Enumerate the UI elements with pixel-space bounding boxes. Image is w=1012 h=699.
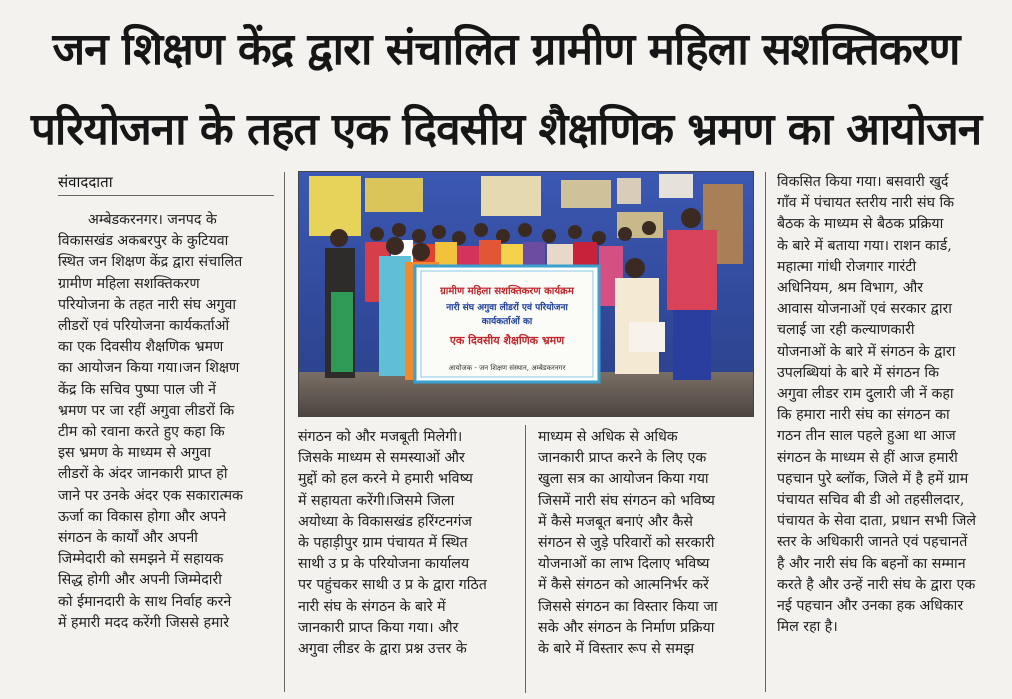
text-line: पहचान पुरे ब्लॉक, जिले में है हमें ग्राम — [777, 470, 969, 487]
text-line: में कैसे मजबूत बनाएं और कैसे — [538, 513, 694, 530]
text-line: ग्रामीण महिला सशक्तिकरण — [58, 275, 200, 292]
text-line: संगठन को और मजबूती मिलेगी। — [298, 429, 463, 445]
text-line: आवास योजनाओं एवं सरकार द्वारा — [777, 301, 952, 318]
text-line: गठन तीन साल पहले हुआ था आज — [777, 428, 956, 445]
text-line: लीडरों के अंदर जानकारी प्राप्त हो — [58, 466, 228, 483]
text-line: लीडरों एवं परियोजना कार्यकर्ताओं — [58, 318, 230, 335]
text-line: मिल रहा है। — [777, 619, 838, 636]
text-line: इस भ्रमण के माध्यम से अगुवा — [58, 445, 211, 462]
article-column-1 — [58, 210, 274, 634]
text-line: महात्मा गांधी रोजगार गारंटी — [777, 258, 917, 275]
text-line: के बारे में बताया गया। राशन कार्ड, — [777, 237, 952, 254]
text-line: अगुवा लीडर के द्वारा प्रश्न उत्तर के — [298, 641, 467, 658]
text-line: भ्रमण पर जा रहीं अगुवा लीडरों कि — [58, 402, 235, 419]
text-line: बैठक के माध्यम से बैठक प्रक्रिया — [777, 216, 944, 233]
text-line: को ईमानदारी के साथ निर्वाह करने — [58, 593, 232, 610]
text-line: स्थित जन शिक्षण केंद्र द्वारा संचालित — [58, 254, 243, 271]
text-line: माध्यम से अधिक से अधिक — [538, 429, 678, 445]
banner-line-1: ग्रामीण महिला सशक्तिकरण कार्यक्रम — [440, 286, 574, 297]
text-line: नारी संघ के संगठन के बारे में — [298, 598, 446, 615]
text-line: पर पहुंचकर साथी उ प्र के द्वारा गठित — [298, 577, 487, 594]
text-line: का एक दिवसीय शैक्षणिक भ्रमण — [58, 339, 224, 356]
text-line: केंद्र कि सचिव पुष्पा पाल जी नें — [58, 381, 217, 398]
text-line: जिससे संगठन का विस्तार किया जा — [538, 598, 718, 615]
text-line: विकासखंड अकबरपुर के कुटियवा — [58, 233, 229, 250]
text-line: विकसित किया गया। बसवारी खुर्द — [777, 174, 949, 190]
byline-rule — [58, 195, 274, 196]
text-line: अगुवा लीडर राम दुलारी जी नें कहा — [777, 386, 954, 403]
banner-footer: आयोजक - जन शिक्षण संस्थान, अम्बेडकरनगर — [448, 364, 566, 372]
text-line: अयोध्या के विकासखंड हरिंग्टनगंज — [298, 513, 472, 530]
text-line: पंचायत के सेवा दाता, प्रधान सभी जिले — [777, 513, 977, 530]
text-line: टीम को रवाना करते हुए कहा कि — [58, 424, 225, 441]
text-line: जिम्मेदारी को समझने में सहायक — [58, 551, 224, 568]
headline-line-1: जन शिक्षण केंद्र द्वारा संचालित ग्रामीण महिला सशक्तिकरण — [52, 24, 960, 75]
article-column-3 — [538, 427, 754, 660]
text-line: जानकारी प्राप्त करने के लिए एक — [538, 450, 707, 467]
text-line: जिसके माध्यम से समस्याओं और — [298, 450, 465, 467]
column-rule-2 — [525, 425, 526, 693]
text-line: में सहायता करेंगी।जिसमे जिला — [298, 492, 455, 509]
text-line: के बारे में विस्तार रूप से समझ — [538, 641, 695, 658]
text-line: योजनाओं के बारे में संगठन के द्वारा — [777, 343, 956, 360]
text-line: मुद्दों को हल करने मे हमारी भविष्य — [298, 471, 473, 488]
text-line: परियोजना के तहत नारी संघ अगुवा — [58, 296, 237, 313]
text-line: के पहाड़ीपुर ग्राम पंचायत में स्थित — [298, 535, 468, 552]
text-line: नई पहचान और उनका हक अधिकार — [777, 598, 964, 615]
text-line: ऊर्जा का विकास होगा और अपने — [58, 508, 227, 525]
text-line: अधिनियम, श्रम विभाग, और — [777, 280, 924, 297]
text-line: करते है और उन्हें नारी संघ के द्वारा एक — [777, 576, 976, 593]
text-line: में हमारी मदद करेंगी जिससे हमारे — [58, 614, 229, 631]
text-line: गाँव में पंचायत स्तरीय नारी संघ कि — [777, 195, 955, 212]
text-line: सिद्ध होगी और अपनी जिम्मेदारी — [58, 572, 222, 589]
text-line: संगठन से जुड़े परिवारों को सरकारी — [538, 535, 715, 552]
banner-line-3: कार्यकर्ताओं का — [481, 317, 533, 327]
text-line: संगठन के माध्यम से हीं आज हमारी — [777, 449, 958, 466]
column-rule-1 — [284, 172, 285, 692]
text-line: जिसमें नारी संघ संगठन को भविष्य — [538, 492, 715, 509]
text-line: जानकारी प्राप्त किया गया। और — [298, 619, 459, 636]
text-line: खुला सत्र का आयोजन किया गया — [538, 471, 709, 488]
text-line: योजनाओं का लाभ दिलाए भविष्य — [538, 556, 710, 573]
text-line: है और नारी संघ कि बहनों का सम्मान — [777, 555, 966, 572]
cropped-top-text — [0, 0, 1012, 12]
text-line: साथी उ प्र के परियोजना कार्यालय — [298, 556, 470, 573]
text-line: का आयोजन किया गया।जन शिक्षण — [58, 360, 240, 377]
text-line: में कैसे संगठन को आत्मनिर्भर करें — [538, 577, 709, 594]
headline-line-2: परियोजना के तहत एक दिवसीय शैक्षणिक भ्रमण का आयोजन — [30, 104, 982, 155]
text-line: सके और संगठन के निर्माण प्रक्रिया — [538, 619, 715, 636]
text-line: पंचायत सचिव बी डी ओ तहसीलदार, — [777, 492, 965, 509]
article-column-2 — [298, 427, 516, 660]
text-line: अम्बेडकरनगर। जनपद के — [88, 212, 217, 228]
text-line: उपलब्धियां के बारे में संगठन कि — [777, 364, 939, 381]
byline: संवाददाता — [58, 173, 113, 191]
text-line: संगठन के कार्यों और अपनी — [58, 530, 198, 547]
text-line: जाने पर उनके अंदर एक सकारात्मक — [58, 487, 243, 504]
text-line: कि हमारा नारी संघ का संगठन का — [777, 407, 950, 424]
event-photo — [298, 171, 754, 417]
column-rule-3 — [765, 172, 766, 692]
text-line: स्तर के अधिकारी जानते एवं पहचानतें — [777, 534, 968, 551]
text-line: चलाई जा रही कल्याणकारी — [777, 322, 915, 339]
banner-line-2: नारी संघ अगुवा लीडरों एवं परियोजना — [446, 303, 568, 313]
banner-line-4: एक दिवसीय शैक्षणिक भ्रमण — [449, 334, 565, 347]
article-column-4 — [777, 172, 997, 638]
